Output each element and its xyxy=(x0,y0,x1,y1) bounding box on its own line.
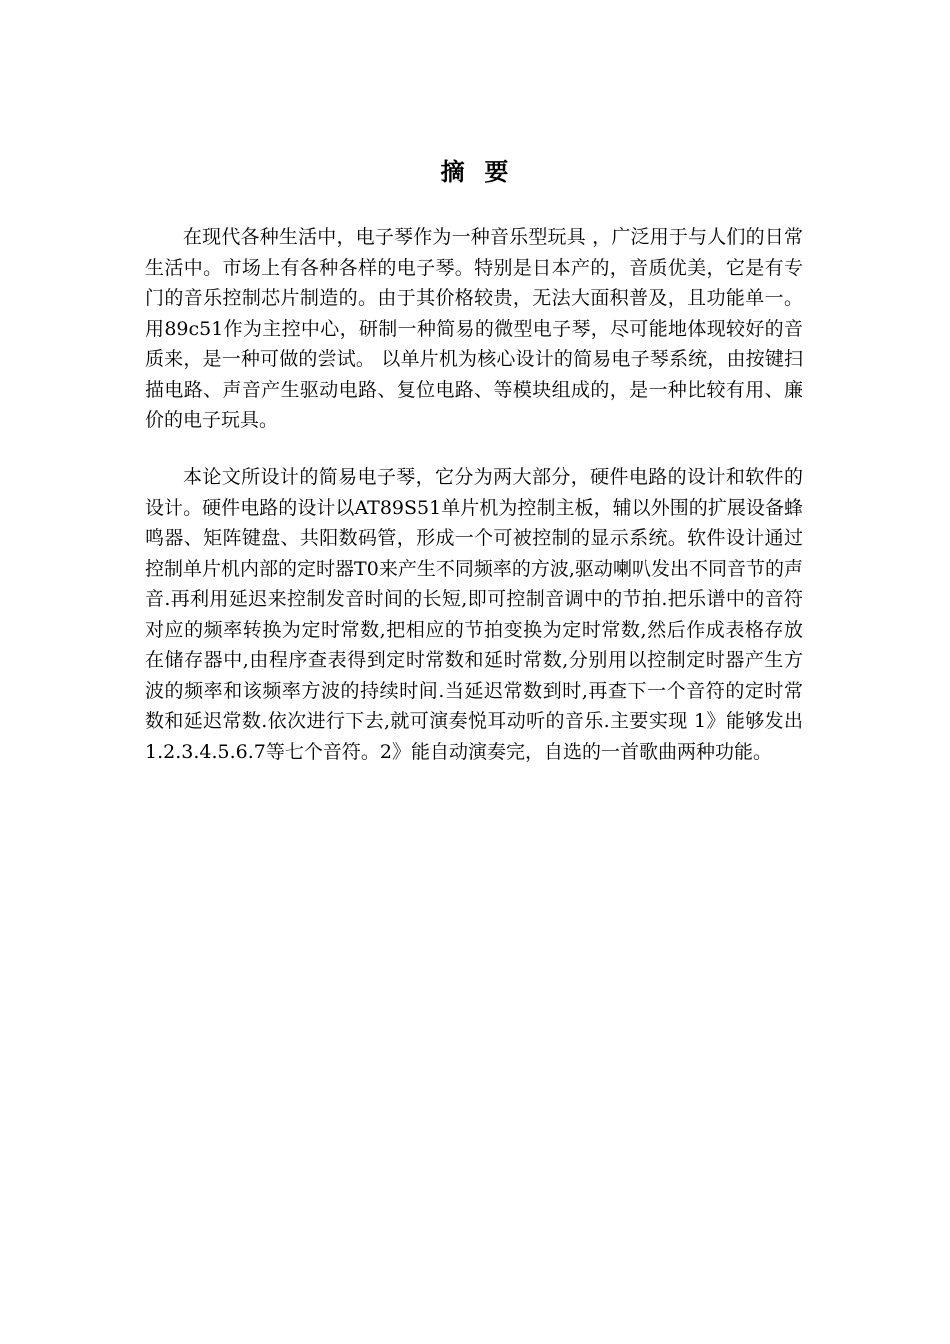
abstract-paragraph-1: 在现代各种生活中，电子琴作为一种音乐型玩具 ，广泛用于与人们的日常生活中。市场上有各种各样的电子琴。特别是日本产的，音质优美，它是有专门的音乐控制芯片制造的。由于其价格较贵，无法大面积普及，且功能单一。用89c51作为主控中心，研制一种简易的微型电子琴，尽可能地体现较好的音质来，是一种可做的尝试。 以单片机为核心设计的简易电子琴系统，由按键扫描电路、声音产生驱动电路、复位电路、等模块组成的，是一种比较有用、廉价的电子玩具。 xyxy=(145,226,803,431)
abstract-paragraph-2: 本论文所设计的简易电子琴，它分为两大部分，硬件电路的设计和软件的设计。硬件电路的设计以AT89S51单片机为控制主板，辅以外围的扩展设备蜂鸣器、矩阵键盘、共阳数码管，形成一个可被控制的显示系统。软件设计通过控制单片机内部的定时器T0来产生不同频率的方波,驱动喇叭发出不同音节的声音.再利用延迟来控制发音时间的长短,即可控制音调中的节拍.把乐谱中的音符对应的频率转换为定时常数,把相应的节拍变换为定时常数,然后作成表格存放在储存器中,由程序查表得到定时常数和延时常数,分别用以控制定时器产生方波的频率和该频率方波的持续时间.当延迟常数到时,再查下一个音符的定时常数和延迟常数.依次进行下去,就可演奏悦耳动听的音乐.主要实现 1》能够发出1.2.3.4.5.6.7等七个音符。2》能自动演奏完，自选的一首歌曲两种功能。 xyxy=(145,466,803,763)
abstract-title: 摘 要 xyxy=(440,158,510,186)
